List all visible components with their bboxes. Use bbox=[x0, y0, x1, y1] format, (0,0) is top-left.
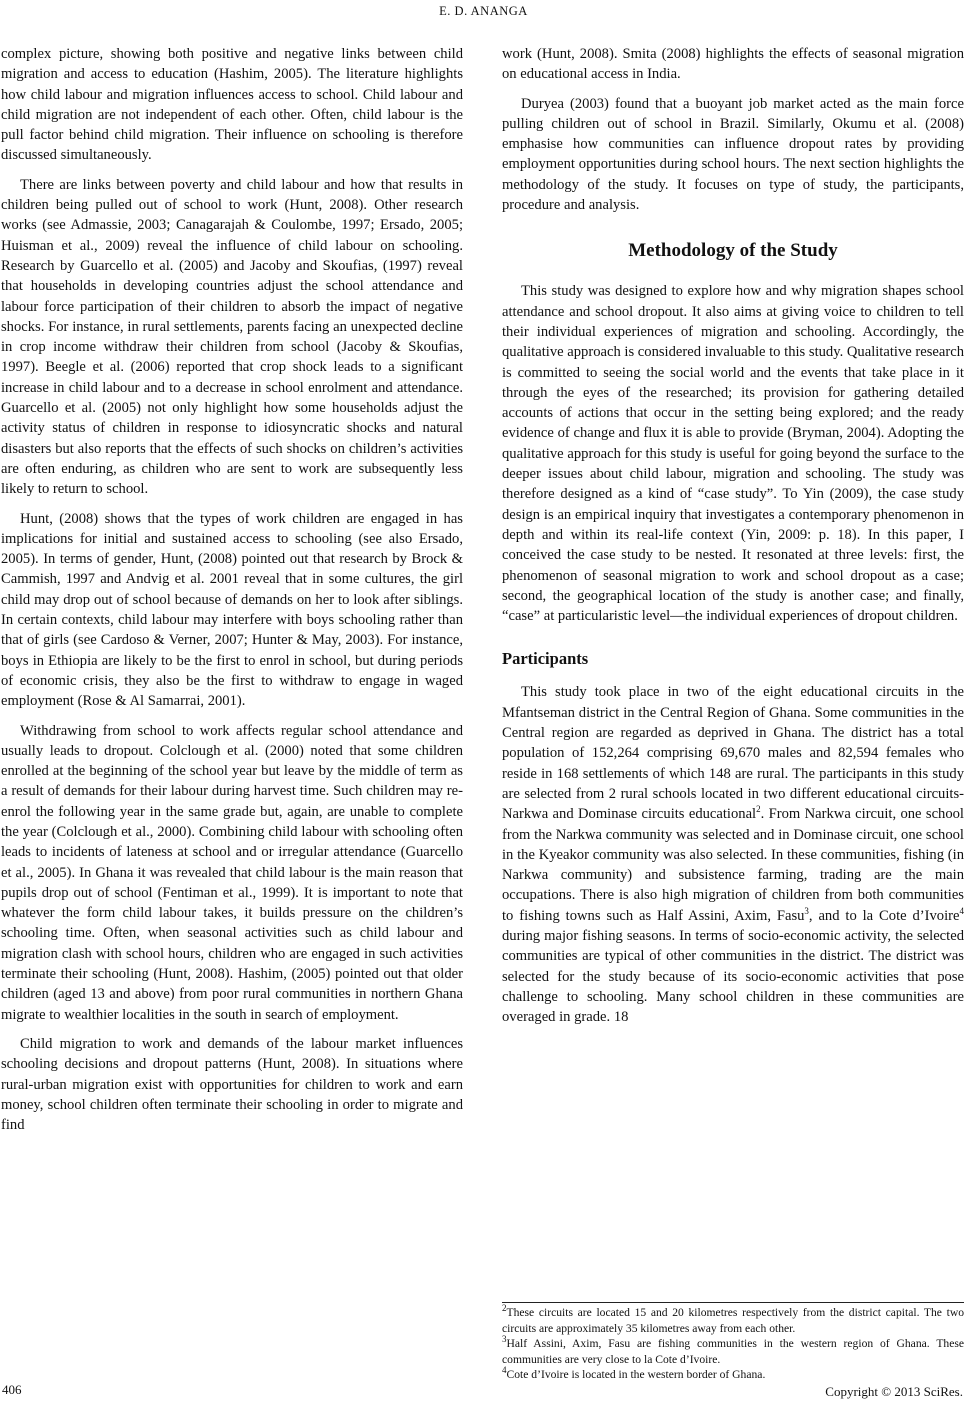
right-column bbox=[502, 44, 964, 1036]
footnote-ref[interactable]: 3 bbox=[804, 905, 809, 916]
body-paragraph: This study was designed to explore how and why migration shapes school attendance and school dropout. It also aims at giving voice to children to tell their individual experiences of migration and schooling. Accordingly, the qualitative approach is considered invaluable to this study. Qualitative research is committed to seeing the social world and the events that take place in it through the eyes of the researched; its provision for gathering detailed accounts of actions that occur in the setting being explored; and the ready evidence of change and flux it is able to provide (Bryman, 2004). Adopting the qualitative approach for this study is useful for going beyond the surface to the deeper issues about child labour, migration and schooling. The study was therefore designed as a kind of “case study”. To Yin (2009), the case study design is an empirical inquiry that investigates a contemporary phenomenon in depth and within its real-life context (Yin, 2009: p. 18). In this paper, I conceived the case study to be nested. It resonated at three levels: first, the phenomenon of seasonal migration to work and school dropout as a case; second, the geographical location of the study is another case; and finally, “case” at particularistic level—the individual experiences of dropout children. bbox=[502, 283, 964, 625]
footnote bbox=[502, 1367, 964, 1383]
footnote-marker: 3 bbox=[502, 1334, 507, 1345]
footnote-text: Half Assini, Axim, Fasu are fishing communities in the western region of Ghana. These communities are very close to la Cote d’Ivoire. bbox=[502, 1337, 964, 1366]
text-run: This study took place in two of the eight educational circuits in the Mfantseman district in the Central Region of Ghana. Some communities in the Central region are regarded as deprived in Ghana. The district has a total population of 152,264 comprising 69,670 males and 82,594 females who reside in 168 settlements of which 148 are rural. The participants in this study are selected from 2 rural schools located in two different educational circuits-Narkwa and Dominase circuits educational bbox=[502, 684, 964, 823]
participants-paragraph bbox=[502, 682, 964, 1027]
page-number: 406 bbox=[2, 1382, 22, 1397]
body-paragraph: Withdrawing from school to work affects regular school attendance and usually leads to dropout. Colclough et al. (2000) noted that some children enrolled at the beginning of the school year but leave by the middle of term as a result of demands for their labour during harvest time. Such children may re-enrol the following year in the same grade but, again, are unable to complete the year (Colclough et al., 2000). Combining child labour with schooling often leads to incidents of lateness at school and or irregular attendance (Guarcello et al., 2005). In Ghana it was revealed that child labour is the main reason that pupils drop out of school (Fentiman et al., 1999). It is important to note that whatever the form child labour takes, it builds pressure on the children’s schooling time. Often, when seasonal activities such as child labour and migration clash with school hours, children who are engaged in such activities terminate their schooling (Hunt, 2008). Hashim, (2005) pointed out that older children (aged 13 and above) from poor rural communities in northern Ghana migrate to wealthier localities in the south in search of employment. bbox=[1, 722, 463, 1023]
footnote-marker: 4 bbox=[502, 1365, 507, 1376]
footnote-text: These circuits are located 15 and 20 kilometres respectively from the district capital. The two circuits are approximately 35 kilometres away from each other. bbox=[502, 1306, 964, 1335]
subsection-heading-participants: Participants bbox=[502, 649, 589, 669]
text-run: during major fishing seasons. In terms of socio-economic activity, the selected communities are typical of other communities in the district. The district was selected for the study because of its socio-economic activities that pose challenge to schooling. Many school children in these communities are overaged in grade. 18 bbox=[502, 927, 964, 1026]
copyright-notice: Copyright © 2013 SciRes. bbox=[825, 1384, 963, 1399]
footnote bbox=[502, 1305, 964, 1336]
text-run: . From Narkwa circuit, one school from the Narkwa community was selected and in Dominase circuit, one school in the Kyeakor community was also selected. In these communities, fishing (in Narkwa community) and subsistence farming, trading are the main occupations. There is also high migration of children from both communities to fishing towns such as Half Assini, Axim, Fasu bbox=[502, 806, 964, 924]
footnote bbox=[502, 1336, 964, 1367]
body-paragraph: There are links between poverty and child labour and how that results in children being pulled out of school to work (Hunt, 2008). Other research works (see Admassie, 2003; Canagarajah & Coulombe, 1997; Ersado, 2005; Huisman et al., 2009) reveal the influence of child labour on schooling. Research by Guarcello et al. (2005) and Jacoby and Skoufias, (1997) reveal that households in developing countries adjust the school attendance and labour force participation of their children to absorb the impact of negative shocks. For instance, in rural settlements, parents facing an unexpected decline in crop income withdraw their children from school (Jacoby & Skoufias, 1997). Beegle et al. (2006) reported that crop shock leads to a significant increase in child labour and to a decrease in school enrolment and attendance. Guarcello et al. (2005) not only highlight how some households adjust the activity status of children in response to idiosyncratic shocks and natural disasters but also reports that the effects of such shocks on children’s activities are often enduring, as children who are sent to work are subsequently less likely to return to school. bbox=[1, 176, 463, 498]
footnote-marker: 2 bbox=[502, 1303, 507, 1314]
footnote-text: Cote d’Ivoire is located in the western border of Ghana. bbox=[506, 1368, 766, 1382]
footnote-ref[interactable]: 4 bbox=[959, 905, 964, 916]
section-heading-methodology: Methodology of the Study bbox=[628, 240, 838, 262]
left-column bbox=[1, 44, 463, 1144]
body-paragraph: Child migration to work and demands of the labour market influences schooling decisions and dropout patterns (Hunt, 2008). In situations where rural-urban migration exist with opportunities for children to work and earn money, school children often terminate their schooling in order to migrate and find bbox=[1, 1035, 463, 1134]
footnotes bbox=[502, 1302, 964, 1383]
body-paragraph: Hunt, (2008) shows that the types of work children are engaged in has implications for initial and sustained access to schooling (see also Ersado, 2005). In terms of gender, Hunt, (2008) pointed out that research by Brock & Cammish, 1997 and Andvig et al. 2001 reveal that in some cultures, the girl child may drop out of school because of demands on her to look after siblings. In certain contexts, child labour may interfere with boys schooling rather than that of girls (see Cardoso & Verner, 2007; Hunter & May, 2003). For instance, boys in Ethiopia are likely to be the first to enrol in school, but during periods of economic crisis, they also be the first to withdraw to engage in waged employment (Rose & Al Samarrai, 2001). bbox=[1, 510, 463, 710]
body-paragraph: work (Hunt, 2008). Smita (2008) highlights the effects of seasonal migration on educational access in India. bbox=[502, 46, 964, 83]
body-paragraph: complex picture, showing both positive and negative links between child migration and access to education (Hashim, 2005). The literature highlights how child labour and migration influences access to school. Child labour and child migration are not independent of each other. Often, child labour is the pull factor behind child migration. Their influence on schooling is therefore discussed simultaneously. bbox=[1, 46, 463, 164]
footnote-ref[interactable]: 2 bbox=[756, 804, 761, 815]
running-head: E. D. ANANGA bbox=[439, 4, 528, 18]
body-paragraph: Duryea (2003) found that a buoyant job market acted as the main force pulling children out of school in Brazil. Similarly, Okumu et al. (2008) emphasise how communities can influence dropout rates by providing employment opportunities during school hours. The next section highlights the methodology of the study. It focuses on type of study, the participants, procedure and analysis. bbox=[502, 95, 964, 214]
text-run: , and to la Cote d’Ivoire bbox=[808, 907, 960, 924]
